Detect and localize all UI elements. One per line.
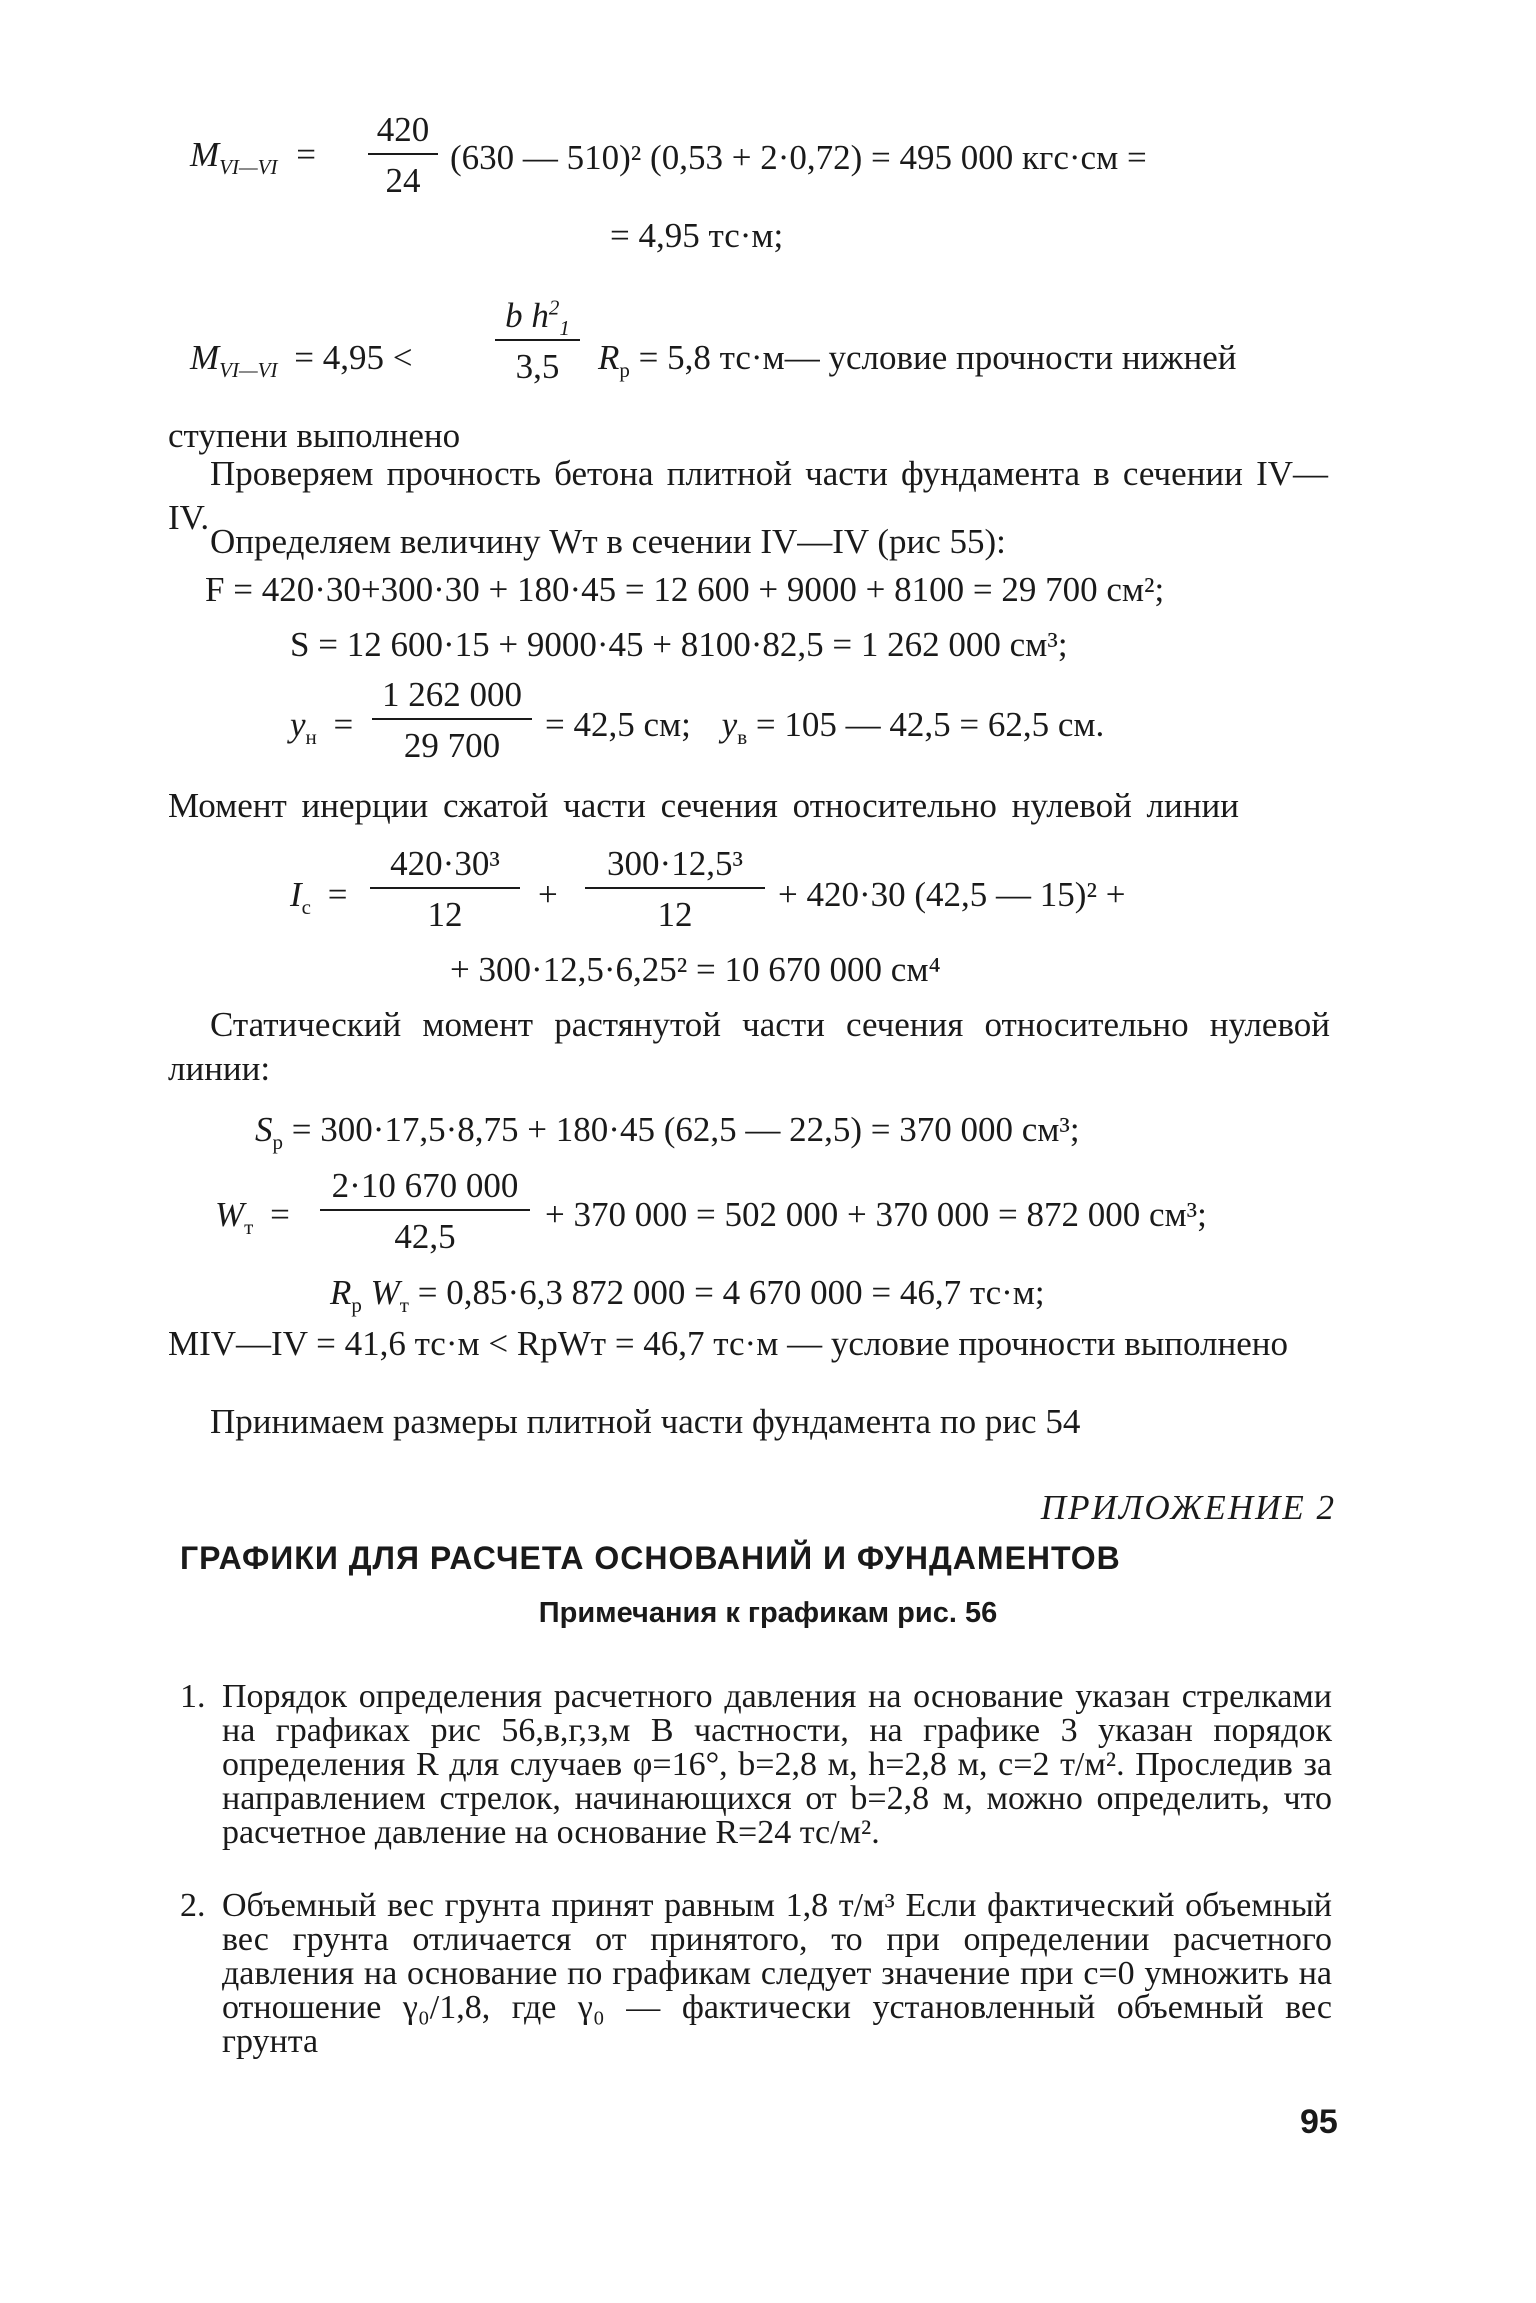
text-inertia-intro: Момент инерции сжатой части сечения относительно нулевой линии	[168, 786, 1239, 825]
equals-sign: =	[296, 135, 316, 174]
note-number: 1.	[180, 1678, 206, 1715]
appendix-title: ГРАФИКИ ДЛЯ РАСЧЕТА ОСНОВАНИЙ И ФУНДАМЕНТОВ	[180, 1540, 1121, 1576]
formula-m-check-rhs: $R_p = 5,8$ тс·м— условие прочности нижней	[598, 338, 1237, 382]
fraction-numerator: 1 262 000	[382, 675, 522, 714]
formula-ic-cont: + 300·12,5·6,25² = 10 670 000 см⁴	[450, 950, 941, 989]
paragraph-condition-done: MIV—IV = 41,6 тс·м < RрWт = 46,7 тс·м — условие прочности выполнено	[168, 1324, 1289, 1363]
paragraph-determine-wt: Определяем величину Wт в сечении IV—IV (рис 55):	[210, 522, 1006, 561]
paragraph-accept-sizes: Принимаем размеры плитной части фундамента по рис 54	[210, 1402, 1081, 1441]
fraction-wt: $\frac{2\cdot 10 670 000}{42,5}$	[320, 1168, 530, 1254]
formula-symbol: M	[190, 338, 220, 377]
fraction-ic-1: $\frac{\text{420·30³}}{12}$	[370, 846, 520, 932]
fraction-numerator: b $h^2_1$	[505, 295, 570, 340]
fraction-bh2	[495, 295, 580, 386]
formula-m-calc-cont: = 4,95 тс·м;	[610, 216, 784, 255]
note-2	[180, 1887, 1332, 2060]
formula-ic-rhs: + 420·30 (42,5 — 15)² +	[778, 875, 1126, 914]
formula-y: $y_н$ =	[290, 705, 354, 749]
fraction-denominator: 3,5	[495, 339, 580, 384]
note-text: Порядок определения расчетного давления на основание указан стрелками на графиках рис 56,в,г,з,м В частности, на графике 3 указан порядок определения R для случаев φ=16°, b=2,8 м, h=2,8 м, c=2 т/м². Проследив за направлением стрелок, начинающихся от b=2,8 м, можно определить, что расчетное давление на основание R=24 тс/м².	[222, 1678, 1332, 1851]
formula-lt: = 4,95 <	[294, 338, 413, 377]
formula-subscript: VI—VI	[219, 155, 278, 179]
formula-wt-rhs: + 370 000 = 502 000 + 370 000 = 872 000 см³;	[545, 1195, 1207, 1234]
fraction-ic-2: $\frac{\text{300·12,5³}}{12}$	[585, 846, 765, 932]
formula-wt: $W_т$ =	[215, 1195, 290, 1239]
formula-subscript: VI—VI	[219, 358, 278, 382]
formula-symbol: M	[190, 135, 220, 174]
note-text: Объемный вес грунта принят равным 1,8 т/м³ Если фактический объемный вес грунта отличается от принятого, то при определении расчетного давления на основание по графикам следует значение при c=0 умножить на отношение γ₀/1,8, где γ₀ — фактически установленный объемный вес грунта	[222, 1887, 1332, 2060]
appendix-subtitle: Примечания к графикам рис. 56	[538, 1597, 998, 1629]
fraction-denominator: 24	[368, 153, 438, 198]
formula-sp: $S_p = 300\cdot 17,5\cdot 8,75 + 180\cdot 45$ (62,5 — 22,5) = 370 000 см³;	[255, 1110, 1080, 1154]
text-step-done: ступени выполнено	[168, 416, 461, 455]
plus-sign: +	[538, 875, 558, 914]
formula-ic: $I_c$ =	[290, 875, 348, 919]
formula-f: F = 420·30+300·30 + 180·45 = 12 600 + 9000 + 8100 = 29 700 см²;	[205, 570, 1165, 609]
formula-s: S = 12 600·15 + 9000·45 + 8100·82,5 = 1 262 000 см³;	[290, 625, 1068, 664]
fraction-numerator: 420	[376, 110, 430, 149]
formula-m-check	[190, 338, 413, 382]
paragraph-check-concrete: Проверяем прочность бетона плитной части фундамента в сечении IV—IV.	[168, 454, 1328, 537]
formula-m-calc-rhs: (630 — 510)² (0,53 + 2·0,72) = 495 000 кгс·см =	[450, 138, 1147, 177]
fraction-y	[372, 677, 532, 763]
fraction-denominator: 29 700	[372, 718, 532, 763]
formula-rp: $R_p$ $W_т = 0,85\cdot 6,3$ 872 000 = 4 670 000 = 46,7 тс·м;	[330, 1273, 1045, 1317]
appendix-label: ПРИЛОЖЕНИЕ 2	[1040, 1488, 1336, 1527]
note-1	[180, 1678, 1332, 1851]
formula-y-rhs: = 42,5 см; $y_в = 105$ — 42,5 = 62,5 см.	[545, 705, 1105, 749]
fraction-420-24	[368, 112, 438, 198]
note-number: 2.	[180, 1887, 206, 1924]
paragraph-static-moment: Статический момент растянутой части сечения относительно нулевой линии:	[168, 1005, 1330, 1088]
page-number: 95	[1300, 2103, 1338, 2141]
formula-m-calc	[190, 135, 316, 179]
